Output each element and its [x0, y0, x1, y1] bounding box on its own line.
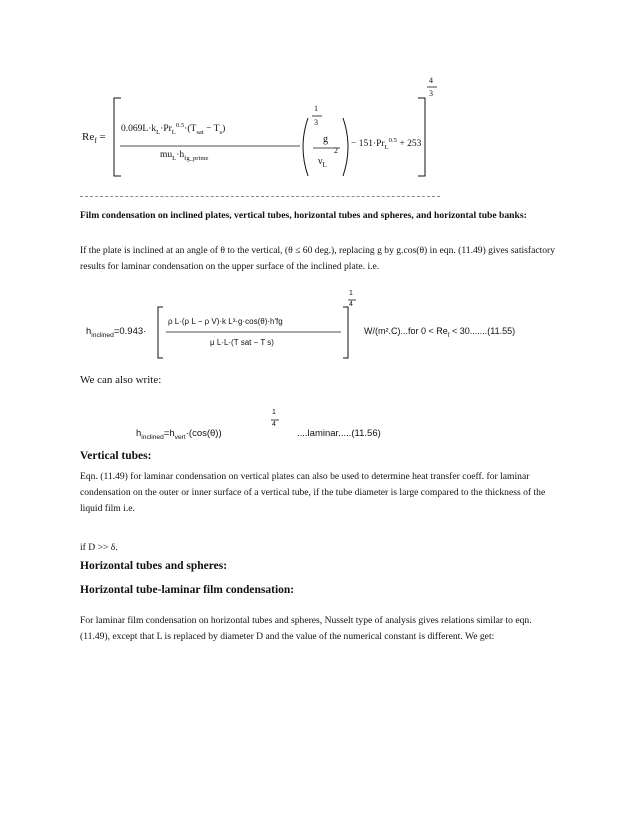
eq2-denominator: μ L·L·(T sat − T s)	[210, 338, 274, 347]
eq1-tail: − $151\cdot Pr_L^{0.5} + 253$	[351, 137, 422, 152]
eq3-exp-four: 4	[272, 421, 276, 428]
eq1-denominator: $mu_L\cdot h_{fg\_prime}$	[160, 150, 209, 162]
paragraph-inclined: If the plate is inclined at an angle of θ to the vertical, (θ ≤ 60 deg.), replacing g by g.cos(θ) in eqn. (11.49) gives satisfactory results for laminar condensation on the upper surface of the inclined plate. i.e.	[80, 245, 556, 272]
eq1-g: g	[323, 134, 328, 145]
eq2-lhs: $h_{inclined}=0.943\cdot$	[86, 326, 147, 339]
eq1-exp-four: 4	[429, 76, 433, 85]
eq1-lhs: $Re_f$ =	[82, 131, 106, 146]
eq1-two: 2	[334, 146, 338, 155]
heading-inclined-plates: Film condensation on inclined plates, vertical tubes, horizontal tubes and spheres, and horizontal tube banks:	[80, 210, 527, 221]
eq1-exp-three-b: 3	[429, 89, 433, 98]
paragraph-vertical-tubes: Eqn. (11.49) for laminar condensation on vertical plates can also be used to determine heat transfer coeff. for laminar condensation on the outer or inner surface of a vertical tube, if the tube diameter is large compared to the thickness of the liquid film i.e.	[80, 471, 546, 514]
also-write-text: We can also write:	[80, 374, 162, 386]
eq1-numerator: $0.069L\cdot k_L\cdot Pr_L^{0.5}\cdot(T_{sat} - T_s)$	[121, 122, 226, 137]
eq3-exp-one: 1	[272, 409, 276, 416]
eq2-exp-one: 1	[349, 290, 353, 297]
eq3-main: $h_{inclined}=h_{vert}\cdot(\cos(\theta))$	[136, 428, 222, 441]
heading-horizontal-tubes: Horizontal tubes and spheres:	[80, 560, 228, 572]
paragraph-horizontal: For laminar film condensation on horizontal tubes and spheres, Nusselt type of analysis gives relations similar to eqn. (11.49), except that L is replaced by diameter D and the value of the numerical constant is different. We get:	[80, 615, 532, 642]
eq2-exp-four: 4	[349, 301, 353, 308]
eq1-exp-three: 3	[314, 118, 318, 127]
heading-horizontal-laminar: Horizontal tube-laminar film condensation:	[80, 584, 295, 596]
eq1-exp-one: 1	[314, 104, 318, 113]
heading-vertical-tubes: Vertical tubes:	[80, 450, 152, 462]
eq1-nu: $\nu_L$	[318, 156, 327, 169]
eq2-numerator: ρ L·(ρ L − ρ V)·k L³·g·cos(θ)·h'fg	[168, 317, 283, 326]
eq2-units: W/(m².C)...for $0 < Re_f < 30.......(11.55)$	[364, 326, 516, 339]
eq3-tail: ....laminar.....(11.56)	[297, 428, 381, 439]
if-d-text: if D >> δ.	[80, 542, 118, 553]
